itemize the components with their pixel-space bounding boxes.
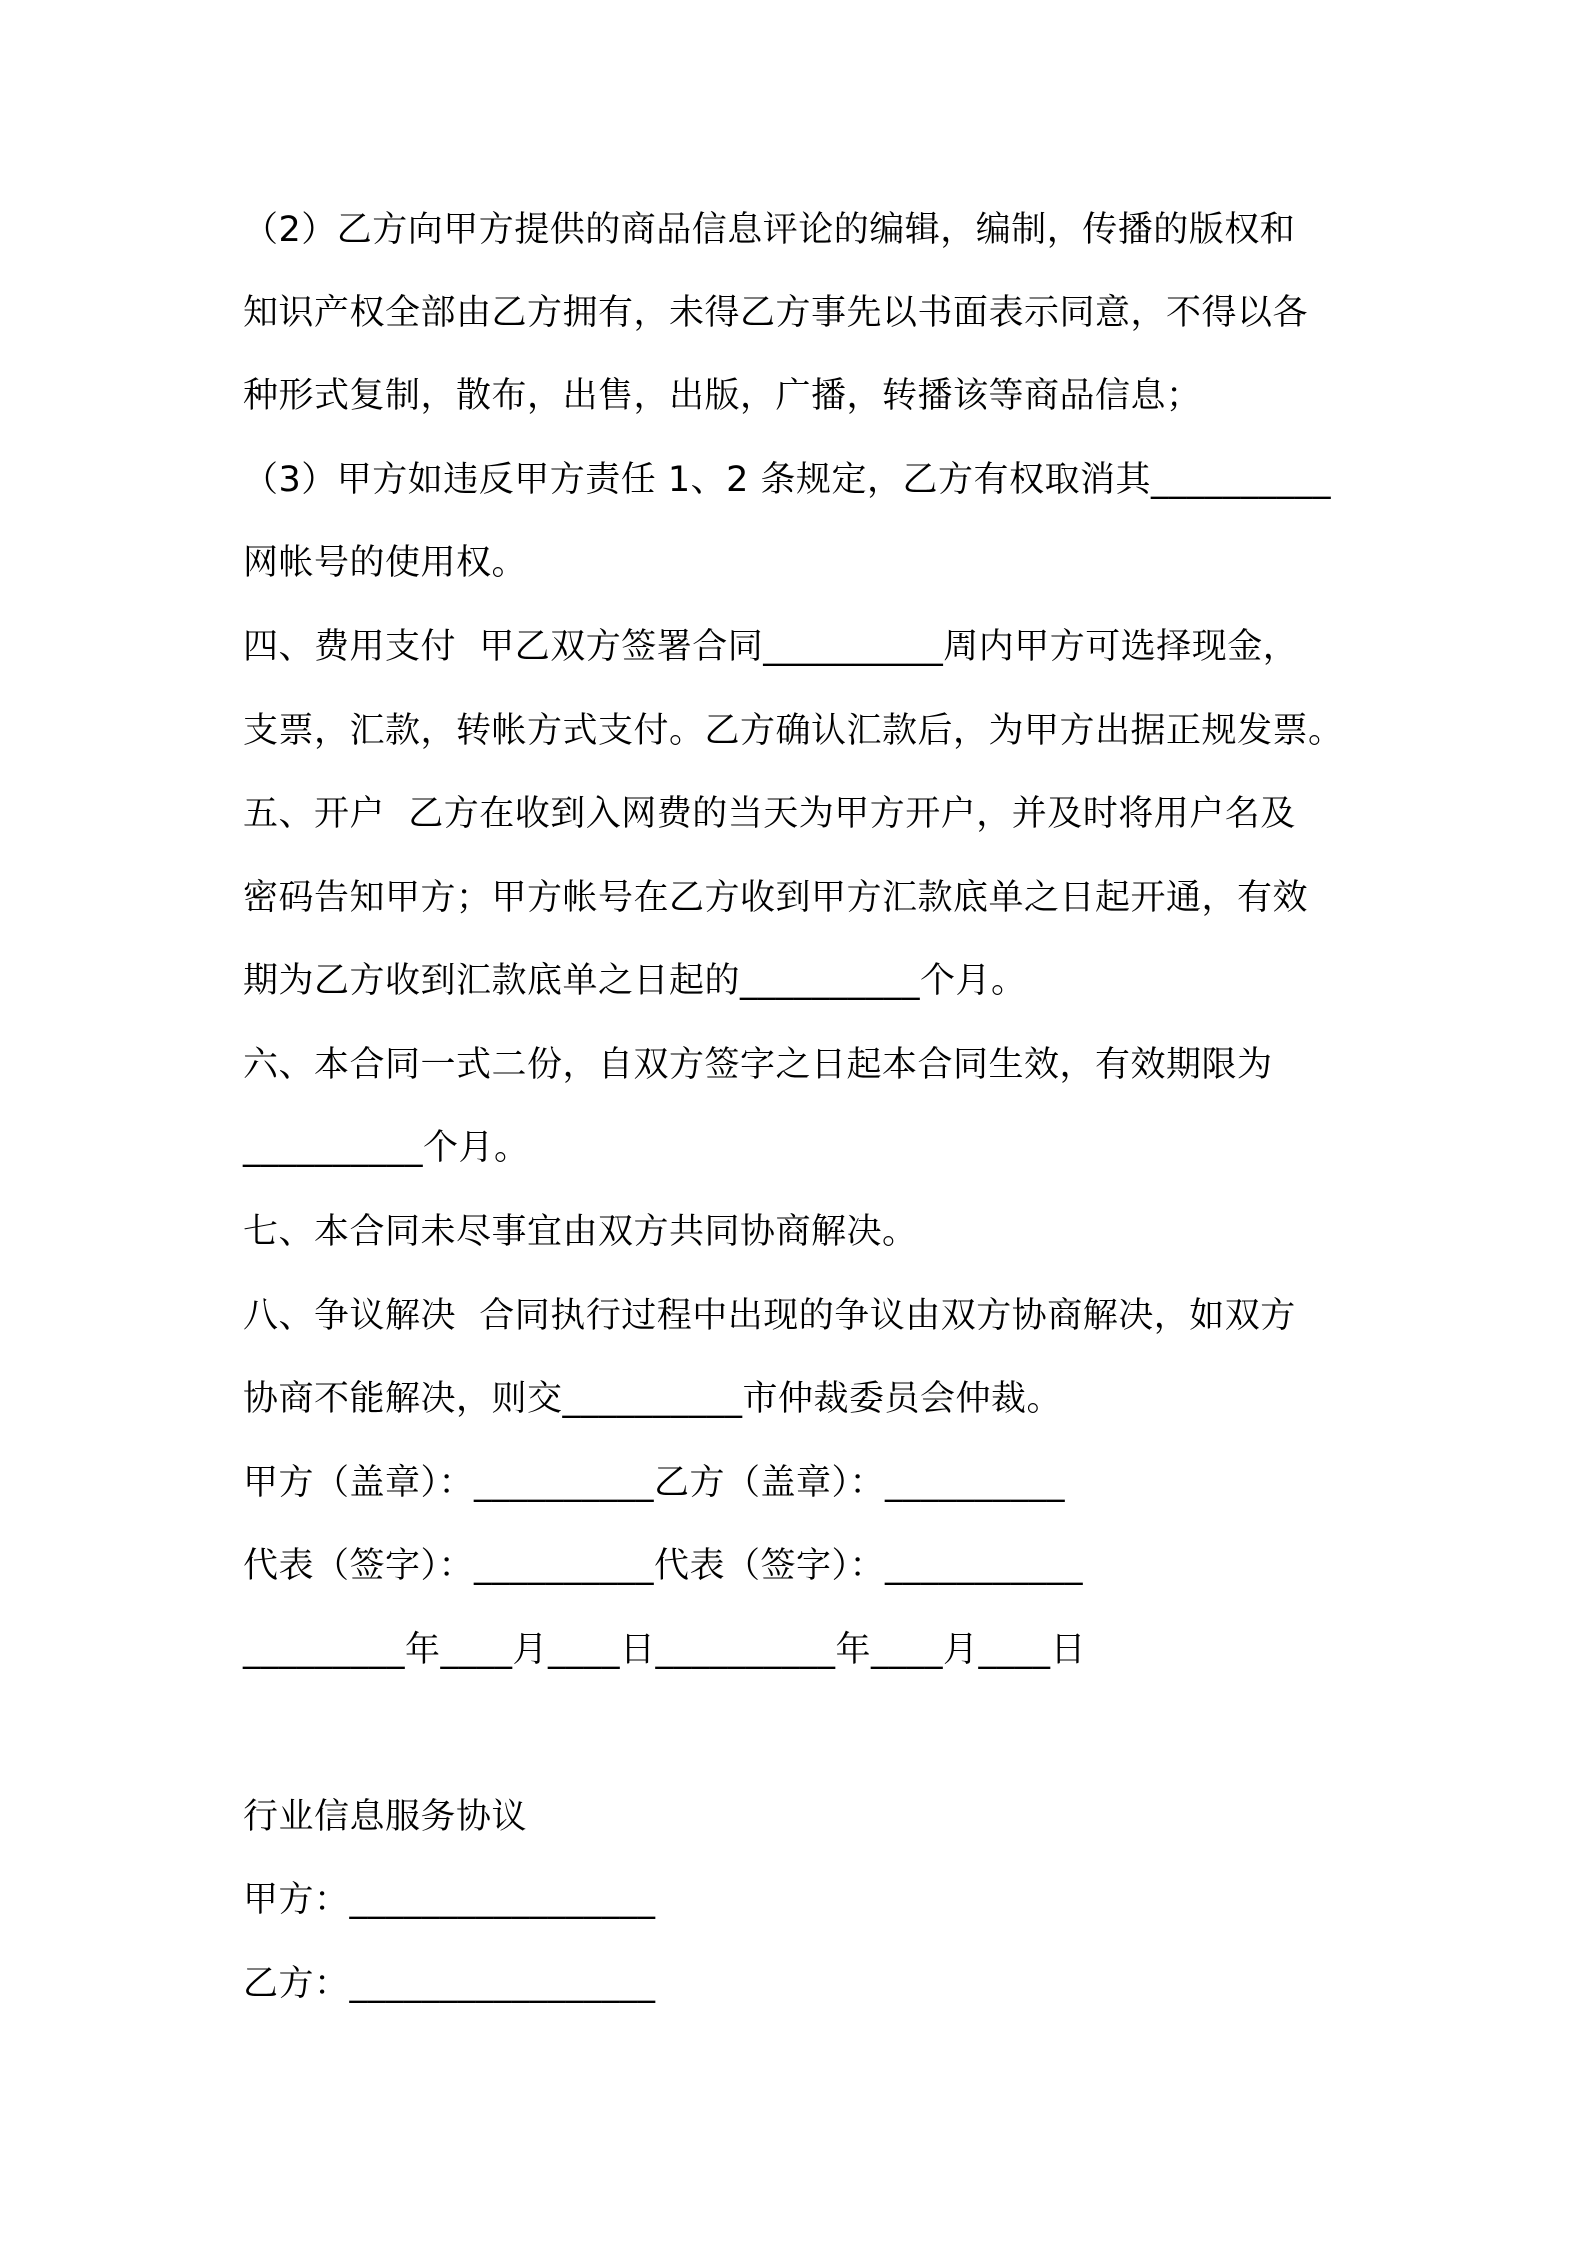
- agreement-title: 行业信息服务协议: [243, 1797, 528, 1837]
- section-payment-line-1: 四、费用支付 甲乙双方签署合同__________周内甲方可选择现金，: [243, 627, 1299, 667]
- seal-signature-row: 甲方（盖章）：__________乙方（盖章）：__________: [243, 1463, 1066, 1503]
- clause-3-line-2: 网帐号的使用权。: [243, 543, 528, 583]
- section-account-line-2: 密码告知甲方；甲方帐号在乙方收到甲方汇款底单之日起开通，有效: [243, 878, 1309, 918]
- section-validity-line-2: __________个月。: [243, 1128, 530, 1168]
- section-dispute-line-1: 八、争议解决 合同执行过程中出现的争议由双方协商解决，如双方: [243, 1296, 1296, 1336]
- section-payment-line-2: 支票，汇款，转帐方式支付。乙方确认汇款后，为甲方出据正规发票。: [243, 711, 1344, 751]
- clause-3-line-1: （3）甲方如违反甲方责任 1、2 条规定，乙方有权取消其__________: [243, 460, 1332, 500]
- representative-signature-row: 代表（签字）：__________代表（签字）：___________: [243, 1546, 1084, 1586]
- clause-2-line-3: 种形式复制，散布，出售，出版，广播，转播该等商品信息；: [243, 376, 1202, 416]
- section-unsettled-matters: 七、本合同未尽事宜由双方共同协商解决。: [243, 1212, 918, 1252]
- clause-2-line-1: （2）乙方向甲方提供的商品信息评论的编辑，编制，传播的版权和: [243, 210, 1296, 250]
- party-b-field: 乙方：_________________: [243, 1964, 656, 2004]
- section-validity-line-1: 六、本合同一式二份，自双方签字之日起本合同生效，有效期限为: [243, 1045, 1273, 1085]
- section-account-line-1: 五、开户 乙方在收到入网费的当天为甲方开户，并及时将用户名及: [243, 794, 1296, 834]
- party-a-field: 甲方：_________________: [243, 1880, 656, 1920]
- clause-2-line-2: 知识产权全部由乙方拥有，未得乙方事先以书面表示同意，不得以各: [243, 293, 1309, 333]
- section-account-line-3: 期为乙方收到汇款底单之日起的__________个月。: [243, 961, 1027, 1001]
- section-dispute-line-2: 协商不能解决，则交__________市仲裁委员会仲裁。: [243, 1379, 1063, 1419]
- date-row: _________年____月____日__________年____月____日: [243, 1630, 1087, 1670]
